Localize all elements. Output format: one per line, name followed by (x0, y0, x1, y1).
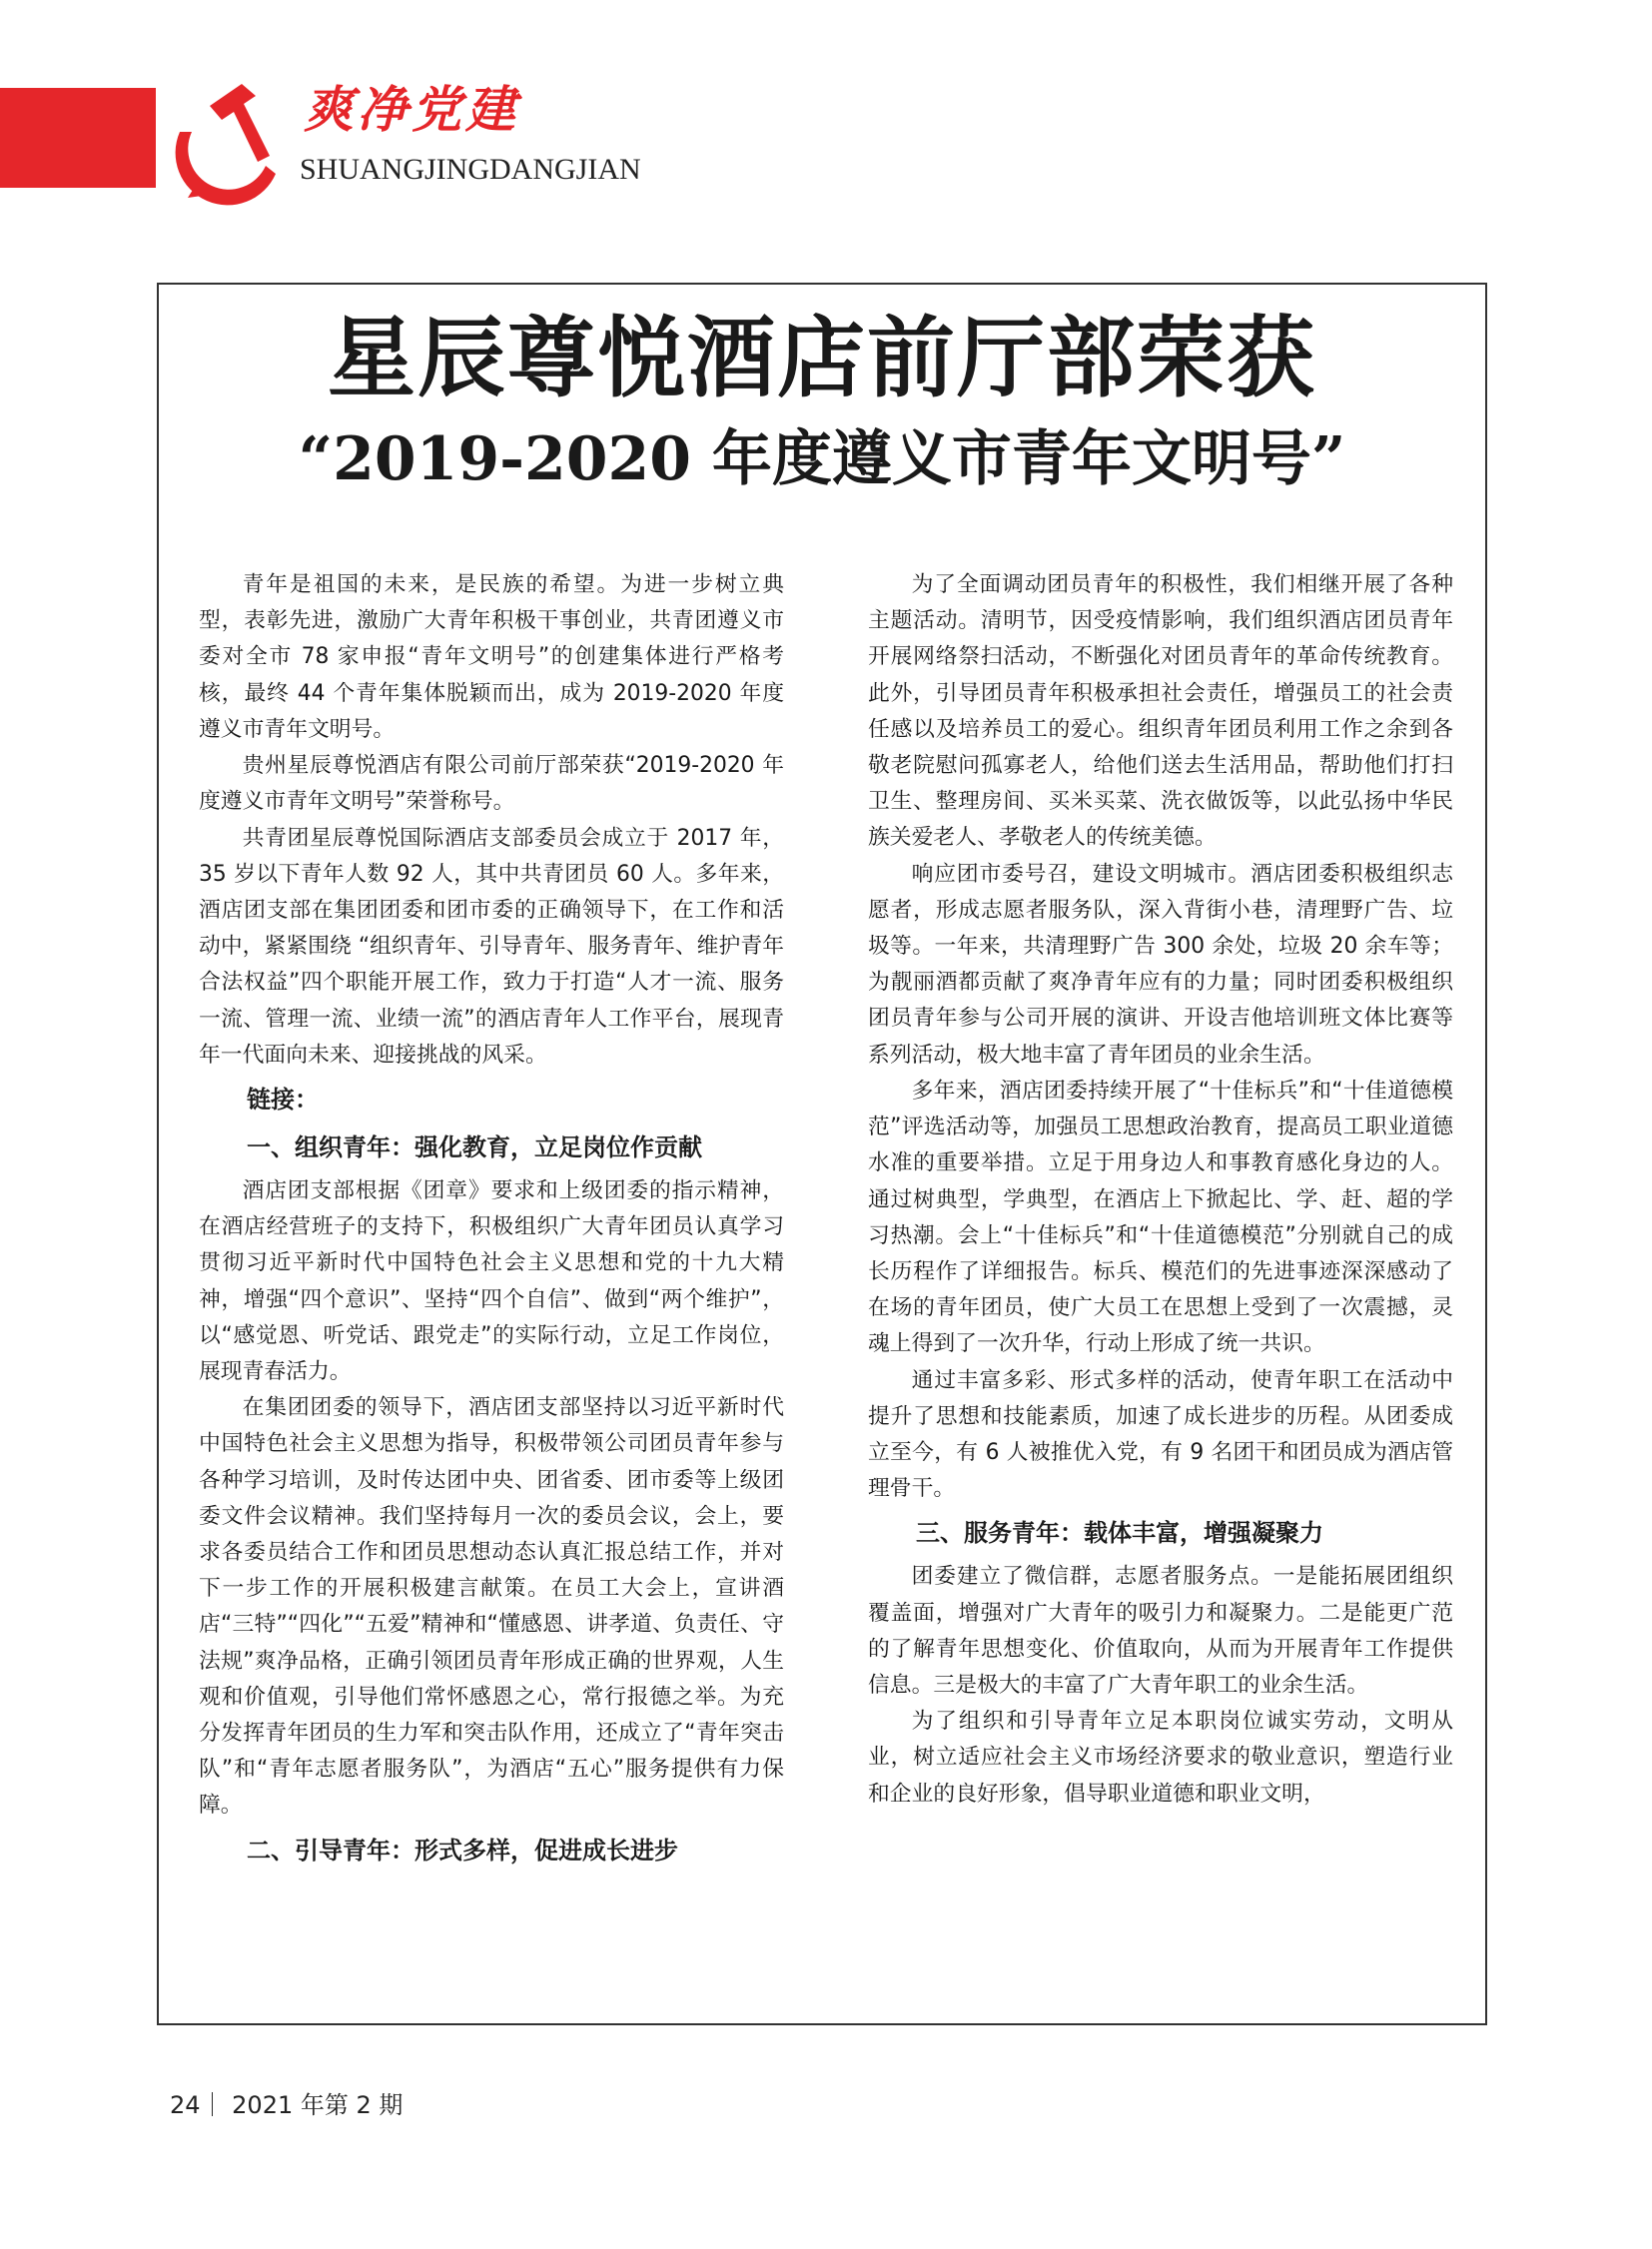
paragraph: 通过丰富多彩、形式多样的活动，使青年职工在活动中提升了思想和技能素质，加速了成长进步的历程。从团委成立至今，有 6 人被推优入党，有 9 名团干和团员成为酒店管理骨干。 (868, 1367, 1453, 1502)
link-label: 链接： (247, 1084, 319, 1114)
article-frame (157, 283, 1487, 2025)
brand-title: 爽净党建 (304, 81, 519, 139)
article-subtitle: “2019-2020 年度遵义市青年文明号” (298, 424, 1346, 494)
header-red-bar (0, 88, 156, 188)
brand-subtitle: SHUANGJINGDANGJIAN (300, 153, 641, 186)
section-heading: 三、服务青年：载体丰富，增强凝聚力 (916, 1518, 1323, 1548)
section-heading: 一、组织青年：强化教育，立足岗位作贡献 (247, 1131, 702, 1161)
paragraph: 团委建立了微信群，志愿者服务点。一是能拓展团组织覆盖面，增强对广大青年的吸引力和凝聚力。二是能更广范的了解青年思想变化、价值取向，从而为开展青年工作提供信息。三是极大的丰富了广大青年职工的业余生活。 (868, 1564, 1453, 1699)
section-heading: 二、引导青年：形式多样，促进成长进步 (247, 1835, 678, 1865)
paragraph: 多年来，酒店团委持续开展了“十佳标兵”和“十佳道德模范”评选活动等，加强员工思想政治教育，提高员工职业道德水准的重要举措。立足于用身边人和事教育感化身边的人。通过树典型，学典型，在酒店上下掀起比、学、赶、超的学习热潮。会上“十佳标兵”和“十佳道德模范”分别就自己的成长历程作了详细报告。标兵、模范们的先进事迹深深感动了在场的青年团员，使广大员工在思想上受到了一次震撼，灵魂上得到了一次升华，行动上形成了统一共识。 (868, 1078, 1453, 1357)
paragraph: 酒店团支部根据《团章》要求和上级团委的指示精神，在酒店经营班子的支持下，积极组织广大青年团员认真学习贯彻习近平新时代中国特色社会主义思想和党的十九大精神，增强“四个意识”、坚持“四个自信”、做到“两个维护”，以“感觉恩、听党话、跟党走”的实际行动，立足工作岗位，展现青春活力。 (199, 1177, 784, 1384)
paragraph: 在集团团委的领导下，酒店团支部坚持以习近平新时代中国特色社会主义思想为指导，积极带领公司团员青年参与各种学习培训，及时传达团中央、团省委、团市委等上级团委文件会议精神。我们坚持每月一次的委员会议，会上，要求各委员结合工作和团员思想动态认真汇报总结工作，并对下一步工作的开展积极建言献策。在员工大会上，宣讲酒店“三特”“四化”“五爱”精神和“懂感恩、讲孝道、负责任、守法规”爽净品格，正确引领团员青年形成正确的世界观，人生观和价值观，引导他们常怀感恩之心，常行报德之举。为充分发挥青年团员的生力军和突击队作用，还成立了“青年突击队”和“青年志愿者服务队”，为酒店“五心”服务提供有力保障。 (199, 1395, 784, 1819)
party-emblem-icon (158, 70, 298, 210)
right-column (868, 567, 1453, 1813)
page-footer: 24｜ 2021 年第 2 期 (170, 2091, 404, 2119)
paragraph: 响应团市委号召，建设文明城市。酒店团委积极组织志愿者，形成志愿者服务队，深入背街小巷，清理野广告、垃圾等。一年来，共清理野广告 300 余处，垃圾 20 余车等；为靓丽酒都贡献了爽净青年应有的力量；同时团委积极组织团员青年参与公司开展的演讲、开设吉他培训班文体比赛等系列活动，极大地丰富了青年团员的业余生活。 (868, 861, 1453, 1068)
left-column (199, 567, 784, 1876)
paragraph: 为了全面调动团员青年的积极性，我们相继开展了各种主题活动。清明节，因受疫情影响，我们组织酒店团员青年开展网络祭扫活动，不断强化对团员青年的革命传统教育。此外，引导团员青年积极承担社会责任，增强员工的社会责任感以及培养员工的爱心。组织青年团员利用工作之余到各敬老院慰问孤寡老人，给他们送去生活用品，帮助他们打扫卫生、整理房间、买米买菜、洗衣做饭等，以此弘扬中华民族关爱老人、孝敬老人的传统美德。 (868, 572, 1453, 851)
paragraph: 青年是祖国的未来，是民族的希望。为进一步树立典型，表彰先进，激励广大青年积极干事创业，共青团遵义市委对全市 78 家申报“青年文明号”的创建集体进行严格考核，最终 44 个青年集体脱颖而出，成为 2019-2020 年度遵义市青年文明号。 (199, 572, 784, 742)
paragraph: 为了组织和引导青年立足本职岗位诚实劳动，文明从业，树立适应社会主义市场经济要求的敬业意识，塑造行业和企业的良好形象，倡导职业道德和职业文明， (868, 1709, 1453, 1807)
paragraph: 贵州星辰尊悦酒店有限公司前厅部荣获“2019-2020 年度遵义市青年文明号”荣誉称号。 (199, 753, 784, 815)
paragraph: 共青团星辰尊悦国际酒店支部委员会成立于 2017 年，35 岁以下青年人数 92 人，其中共青团员 60 人。多年来，酒店团支部在集团团委和团市委的正确领导下，在工作和活动中，紧紧围绕 “组织青年、引导青年、服务青年、维护青年合法权益”四个职能开展工作，致力于打造“人才一流、服务一流、管理一流、业绩一流”的酒店青年人工作平台，展现青年一代面向未来、迎接挑战的风采。 (199, 825, 784, 1068)
article-title: 星辰尊悦酒店前厅部荣获 (327, 306, 1316, 409)
